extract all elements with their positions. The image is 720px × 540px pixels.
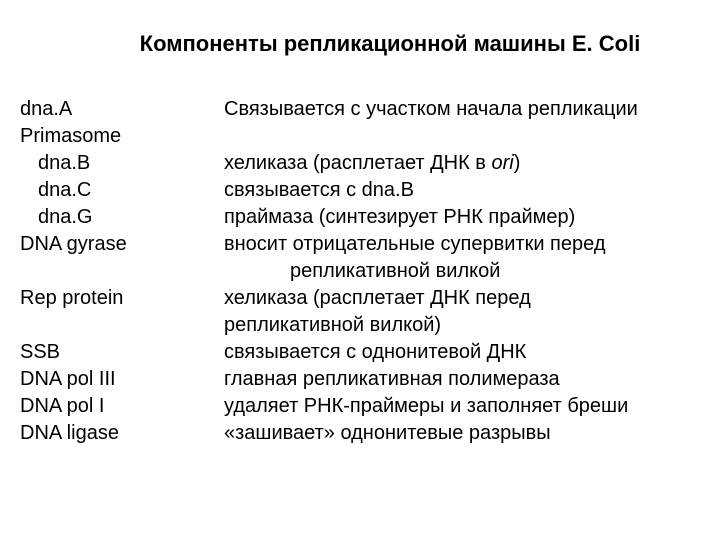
component-gyrase: DNA gyrase	[20, 233, 127, 255]
component-dnaB: dna.B	[38, 152, 91, 174]
description-dnaA: Связывается с участком начала репликации	[224, 98, 638, 120]
component-dnaC: dna.C	[38, 179, 92, 201]
component-pol3: DNA pol III	[20, 368, 116, 390]
component-descriptions-column	[224, 96, 714, 447]
spacer	[20, 312, 220, 339]
component-ssb: SSB	[20, 341, 61, 363]
component-names-column	[20, 96, 220, 447]
component-rep: Rep protein	[20, 287, 124, 309]
description-dnaG: праймаза (синтезирует РНК праймер)	[224, 206, 576, 228]
description-dnaC: связывается с dna.B	[224, 179, 414, 201]
spacer	[224, 123, 714, 150]
description-pol3: главная репликативная полимераза	[224, 368, 560, 390]
component-primasome: Primasome	[20, 125, 122, 147]
component-dnaA: dna.A	[20, 98, 73, 120]
component-pol1: DNA pol I	[20, 395, 105, 417]
description-dnaB-end: )	[513, 152, 521, 174]
description-ssb: связывается с однонитевой ДНК	[224, 341, 527, 363]
page-title: Компоненты репликационной машины E. Coli	[139, 31, 641, 56]
spacer	[20, 258, 220, 285]
description-dnaB	[224, 150, 714, 177]
description-ligase: «зашивает» однонитевые разрывы	[224, 422, 551, 444]
component-ligase: DNA ligase	[20, 422, 119, 444]
description-dnaB-ori: ori	[491, 152, 514, 174]
description-rep-line1: хеликаза (расплетает ДНК перед	[224, 287, 531, 309]
description-dnaB-start: хеликаза (расплетает ДНК в	[224, 152, 492, 174]
description-pol1: удаляет РНК-праймеры и заполняет бреши	[224, 395, 629, 417]
description-gyrase-line2: репликативной вилкой	[290, 260, 501, 282]
description-gyrase-line1: вносит отрицательные супервитки перед	[224, 233, 606, 255]
component-dnaG: dna.G	[38, 206, 93, 228]
description-rep-line2: репликативной вилкой)	[224, 314, 442, 336]
